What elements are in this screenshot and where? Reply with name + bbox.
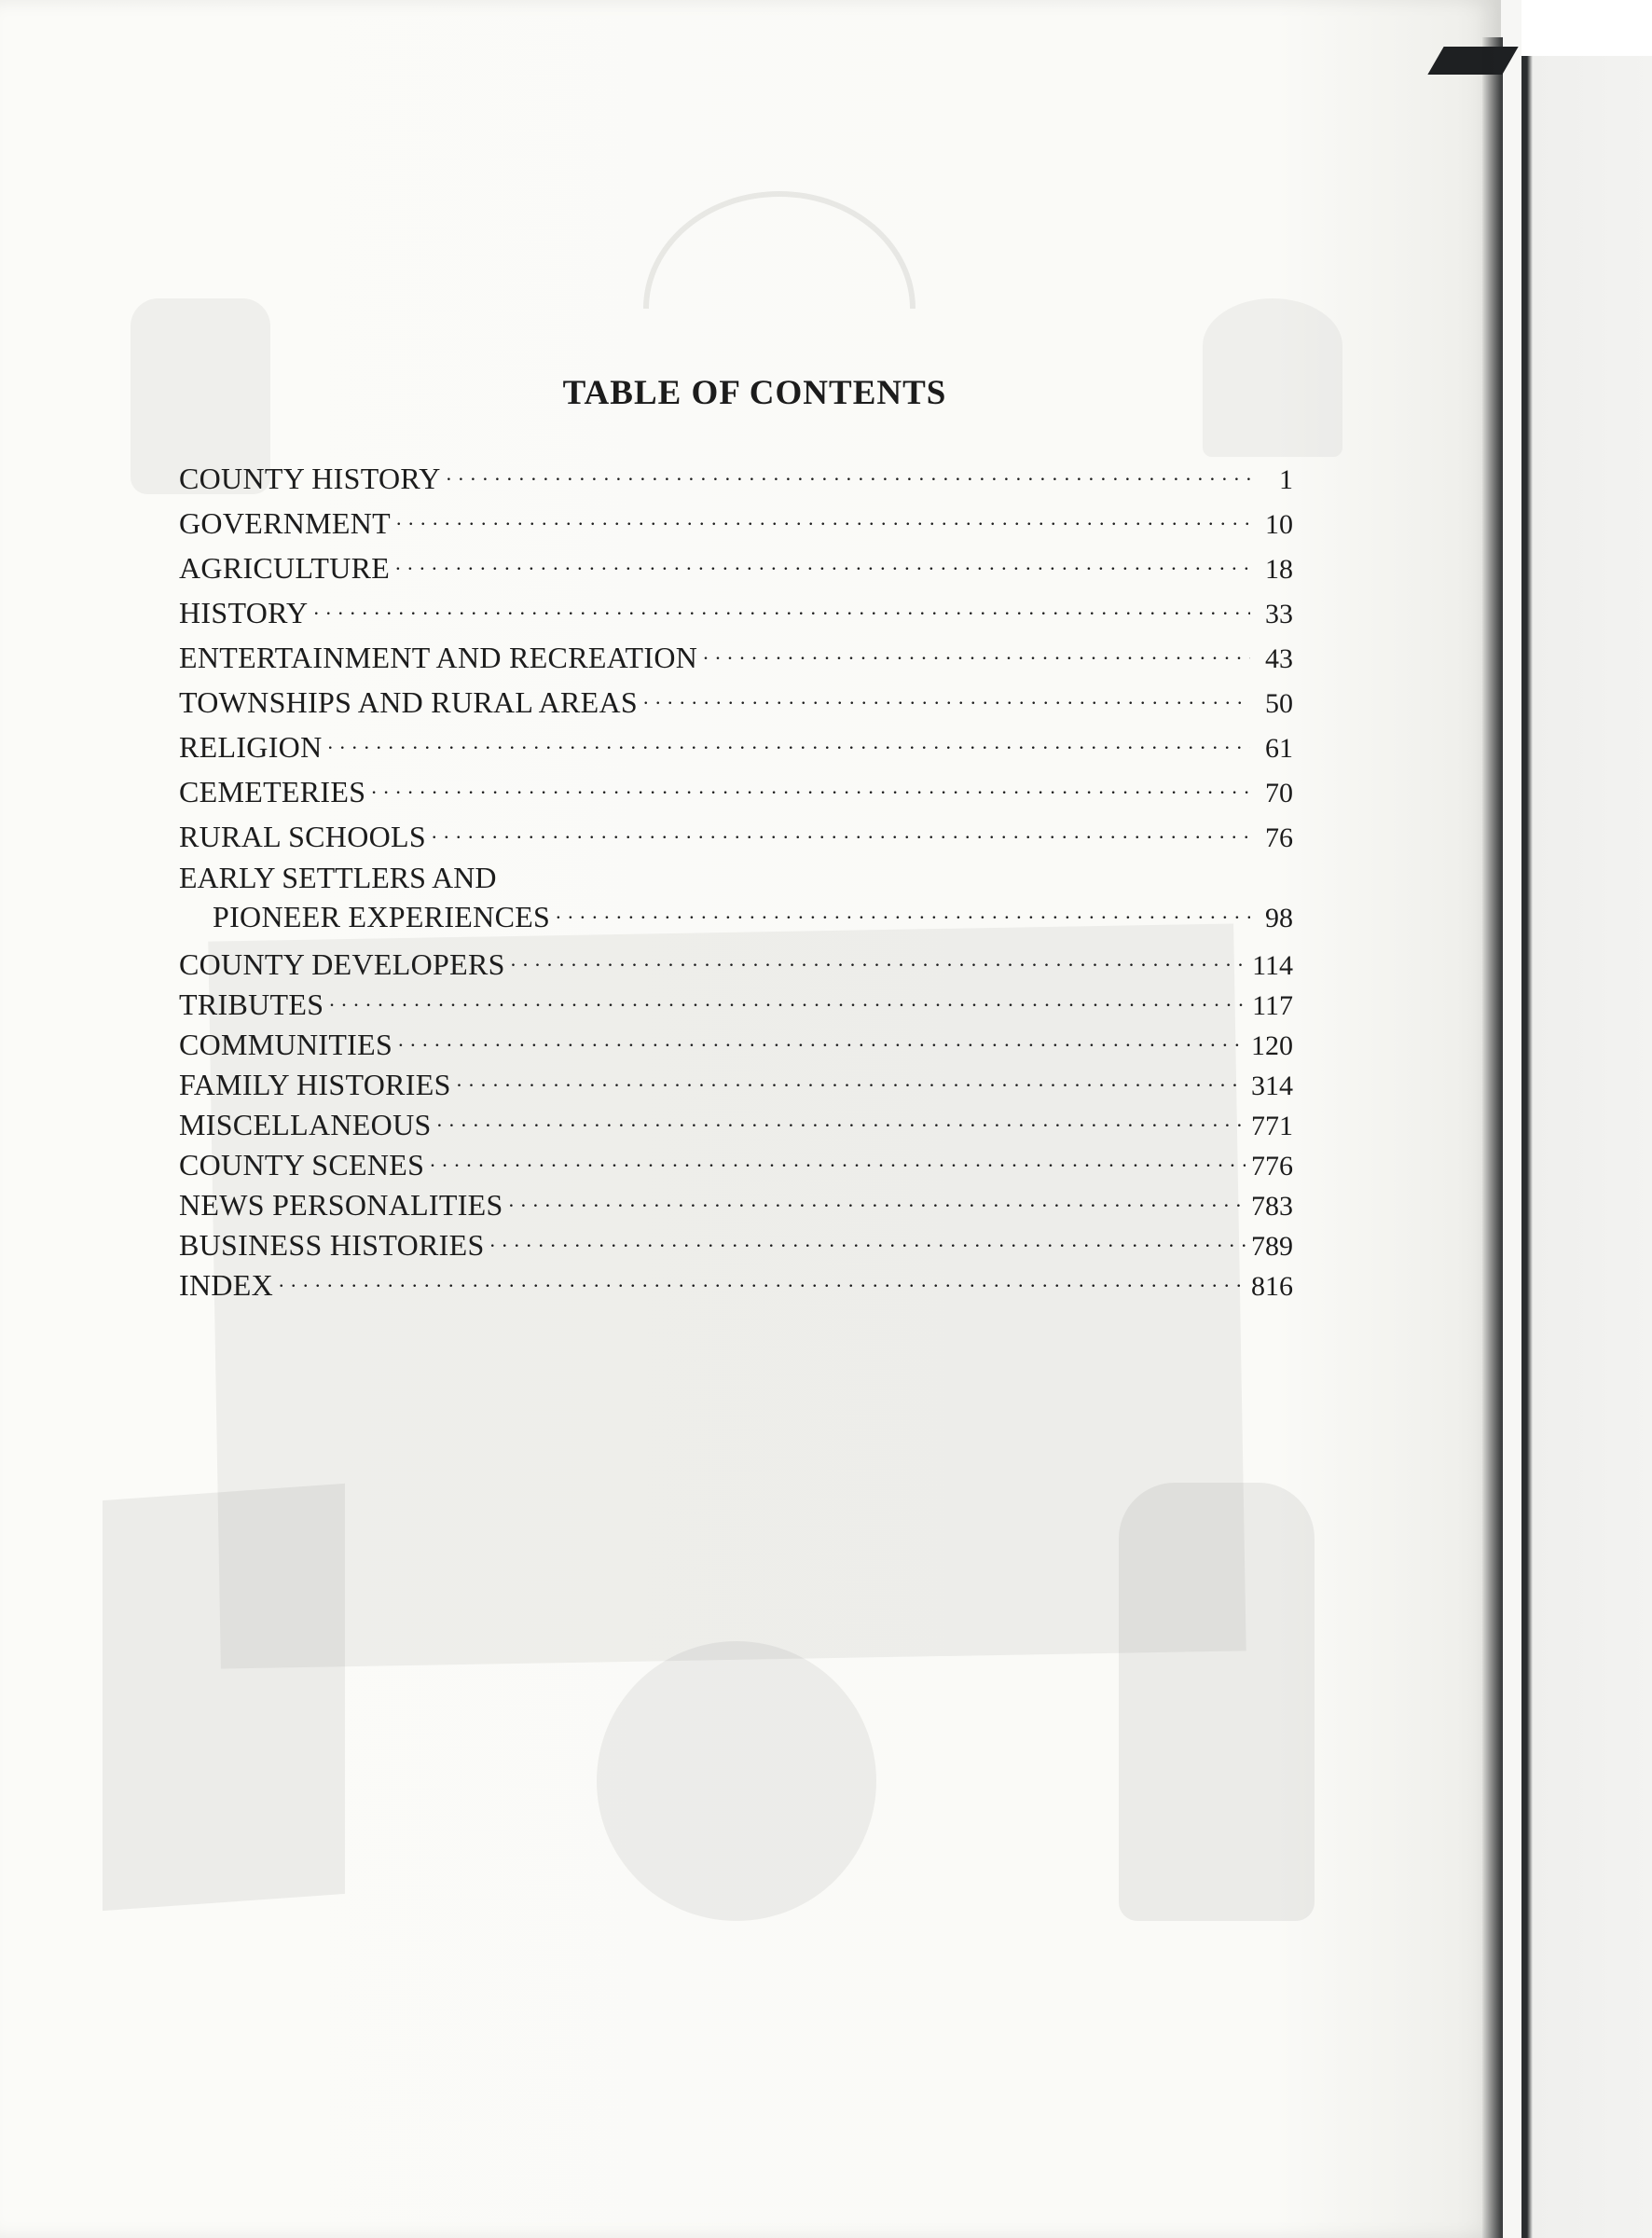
toc-entry — [179, 1065, 1293, 1105]
toc-entry-label: BUSINESS HISTORIES — [179, 1228, 485, 1262]
toc-entry — [179, 945, 1293, 985]
toc-entry-page: 776 — [1251, 1151, 1293, 1181]
dot-leader — [396, 504, 1250, 533]
dot-leader — [457, 1065, 1246, 1095]
dot-leader — [643, 683, 1250, 712]
toc-entry — [179, 501, 1293, 546]
toc-entry-page: 783 — [1251, 1191, 1293, 1222]
toc-entry-label: ENTERTAINMENT AND RECREATION — [179, 641, 698, 674]
toc-entry-label: INDEX — [179, 1268, 274, 1302]
toc-entry-label-line2: PIONEER EXPERIENCES — [213, 900, 551, 933]
toc-entry — [179, 859, 1293, 945]
dot-leader — [430, 1145, 1246, 1175]
toc-entry-label: NEWS PERSONALITIES — [179, 1188, 503, 1222]
toc-entry — [179, 680, 1293, 725]
toc-entry-label: GOVERNMENT — [179, 506, 391, 540]
toc-entry-page: 771 — [1251, 1111, 1293, 1141]
toc-entry-label: CEMETERIES — [179, 775, 366, 808]
toc-entry — [179, 1105, 1293, 1145]
toc-entry-page: 18 — [1265, 554, 1293, 585]
toc-entry — [179, 1185, 1293, 1225]
toc-entry-label: TRIBUTES — [179, 988, 324, 1021]
toc-entry-label: MISCELLANEOUS — [179, 1108, 432, 1141]
toc-entry-page: 50 — [1265, 688, 1293, 719]
toc-entry — [179, 725, 1293, 769]
book-cover-corner — [1427, 47, 1518, 75]
toc-list — [179, 456, 1293, 1306]
toc-title: TABLE OF CONTENTS — [562, 374, 947, 412]
toc-entry — [179, 985, 1293, 1025]
toc-entry — [179, 546, 1293, 590]
toc-entry-label: RELIGION — [179, 730, 323, 764]
faint-plate-illustration — [643, 191, 915, 309]
dot-leader — [313, 593, 1250, 623]
toc-entry — [179, 1145, 1293, 1185]
toc-entry — [179, 1025, 1293, 1065]
dot-leader — [490, 1225, 1246, 1255]
toc-entry-label: HISTORY — [179, 596, 309, 629]
faint-box-illustration — [103, 1484, 345, 1911]
toc-entry-label-line1: EARLY SETTLERS AND — [179, 861, 497, 894]
toc-entry-page: 33 — [1265, 599, 1293, 629]
faint-lamp-illustration — [597, 1641, 876, 1921]
toc-entry — [179, 635, 1293, 680]
adjacent-page-edge — [1521, 0, 1652, 2238]
toc-entry-label: COMMUNITIES — [179, 1028, 393, 1061]
toc-entry-page: 10 — [1265, 509, 1293, 540]
toc-entry — [179, 1265, 1293, 1306]
background-strip — [1521, 0, 1652, 56]
toc-entry-page: 314 — [1251, 1071, 1293, 1101]
dot-leader — [511, 945, 1246, 974]
toc-entry-label: COUNTY HISTORY — [179, 462, 441, 495]
toc-entry-page: 70 — [1265, 778, 1293, 808]
dot-leader — [329, 985, 1246, 1015]
dot-leader — [432, 817, 1250, 847]
dot-leader — [447, 459, 1250, 489]
toc-entry — [179, 1225, 1293, 1265]
toc-entry-page: 114 — [1252, 950, 1293, 981]
toc-entry-page: 816 — [1251, 1271, 1293, 1302]
dot-leader — [556, 897, 1250, 927]
toc-entry-page: 117 — [1252, 990, 1293, 1021]
dot-leader — [395, 548, 1250, 578]
toc-entry-label: TOWNSHIPS AND RURAL AREAS — [179, 685, 639, 719]
toc-entry-page: 98 — [1265, 903, 1293, 933]
toc-entry-label: AGRICULTURE — [179, 551, 391, 585]
dot-leader — [371, 772, 1250, 802]
dot-leader — [398, 1025, 1246, 1055]
dot-leader — [327, 727, 1250, 757]
toc-entry-label: COUNTY SCENES — [179, 1148, 425, 1181]
toc-entry-page: 43 — [1265, 643, 1293, 674]
toc-entry-page: 789 — [1251, 1231, 1293, 1262]
toc-entry-label: FAMILY HISTORIES — [179, 1068, 451, 1101]
toc-entry-label: RURAL SCHOOLS — [179, 820, 426, 853]
toc-entry — [179, 814, 1293, 859]
toc-entry — [179, 769, 1293, 814]
toc-entry-page: 1 — [1279, 464, 1293, 495]
faint-bottle-illustration — [1119, 1483, 1315, 1921]
dot-leader — [437, 1105, 1246, 1135]
table-of-contents — [179, 373, 1293, 1306]
toc-entry-page: 61 — [1265, 733, 1293, 764]
toc-entry — [179, 590, 1293, 635]
dot-leader — [279, 1265, 1246, 1295]
dot-leader — [509, 1185, 1246, 1215]
toc-entry-page: 76 — [1265, 822, 1293, 853]
book-spine-shadow — [1482, 37, 1503, 2238]
dot-leader — [703, 638, 1250, 668]
toc-entry — [179, 456, 1293, 501]
toc-entry-page: 120 — [1251, 1030, 1293, 1061]
toc-entry-label: COUNTY DEVELOPERS — [179, 947, 505, 981]
toc-entry-line2 — [179, 896, 1293, 937]
